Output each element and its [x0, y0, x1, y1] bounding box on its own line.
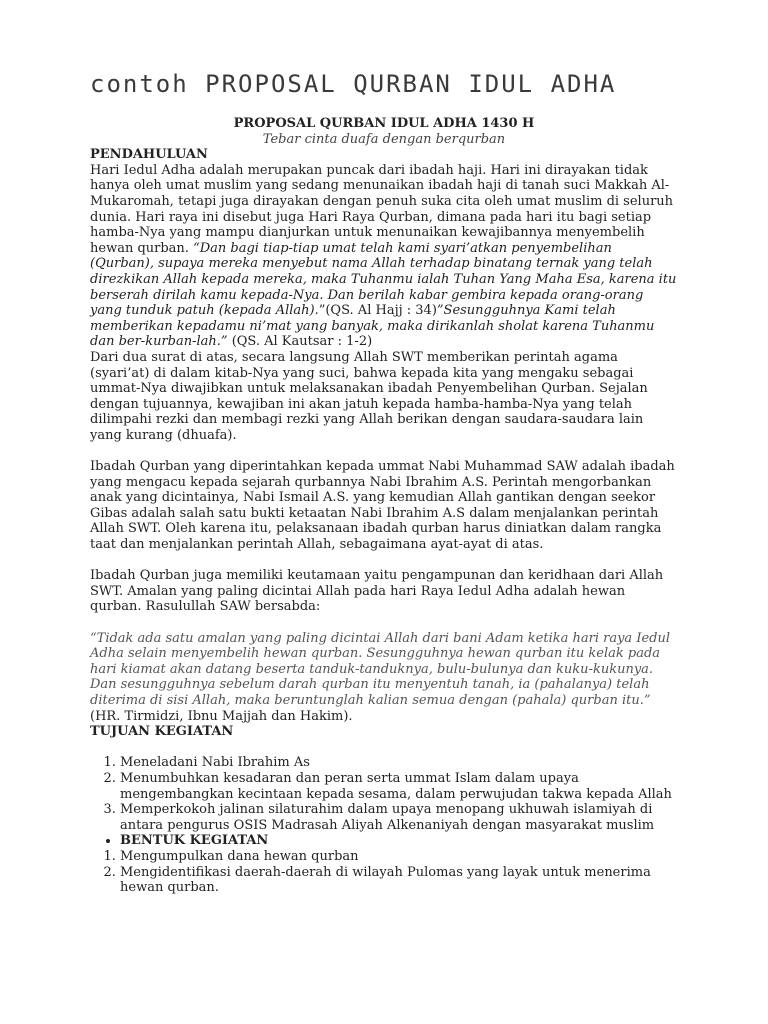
intro-text: Hari Iedul Adha adalah merupakan puncak dari ibadah haji. Hari ini dirayakan tidak hanya oleh umat muslim yang sedang menunaikan ibadah haji di tanah suci Makkah Al-Mukaromah, tetapi juga dirayakan dengan penuh suka cita oleh umat muslim di seluruh dunia. Hari raya ini disebut juga Hari Raya Qurban, dimana pada hari itu bagi setiap hamba-Nya yang mampu dianjurkan untuk menunaikan kewajibannya menyembelih hewan qurban. — [90, 162, 674, 256]
bentuk-list — [90, 849, 678, 896]
heading-tujuan: TUJUAN KEGIATAN — [90, 724, 234, 740]
bentuk-heading-list — [90, 833, 678, 849]
document-title: contoh PROPOSAL QURBAN IDUL ADHA — [90, 70, 617, 98]
tujuan-list — [90, 755, 678, 833]
paragraph-intro — [90, 163, 678, 350]
paragraph-dua-surat: Dari dua surat di atas, secara langsung Allah SWT memberikan perintah agama (syari’at) di dalam kitab-Nya yang suci, bahwa kepada kita yang mengaku sebagai ummat-Nya diwajibkan untuk melaksanakan ibadah Penyembelihan Qurban. Sejalan dengan tujuannya, kewajiban ini akan jatuh kepada hamba-hamba-Nya yang telah dilimpahi rezki dan membagi rezki yang Allah berikan dengan saudara-saudara lain yang kurang (dhuafa). — [90, 349, 648, 443]
heading-bentuk: • BENTUK KEGIATAN — [120, 833, 678, 849]
proposal-subtitle: Tebar cinta duafa dengan berqurban — [262, 131, 506, 147]
ref-al-kautsar: (QS. Al Kautsar : 1-2) — [227, 334, 373, 350]
list-item: 2. Menumbuhkan kesadaran dan peran serta ummat Islam dalam upaya mengembangkan kecintaan kepada sesama, dalam perwujudan takwa kepada Allah — [120, 771, 678, 802]
document-body — [90, 116, 678, 896]
hadith-quote: “Tidak ada satu amalan yang paling dicintai Allah dari bani Adam ketika hari raya Iedul Adha selain menyembelih hewan qurban. Sesungguhnya hewan qurban itu kelak pada hari kiamat akan datang beserta tanduk-tanduknya, bulu-bulunya dan kuku-kukunya. Dan sesungguhnya sebelum darah qurban itu menyentuh tanah, ia (pahalanya) telah diterima di sisi Allah, maka beruntunglah kalian semua dengan (pahala) qurban itu.” — [90, 630, 670, 708]
list-item: 3. Memperkokoh jalinan silaturahim dalam upaya menopang ukhuwah islamiyah di antara pengurus OSIS Madrasah Aliyah Alkenaniyah dengan masyarakat muslim — [120, 802, 678, 833]
paragraph-ibadah-qurban: Ibadah Qurban yang diperintahkan kepada ummat Nabi Muhammad SAW adalah ibadah yang mengacu kepada sejarah qurbannya Nabi Ibrahim A.S. Perintah mengorbankan anak yang dicintainya, Nabi Ismail A.S. yang kemudian Allah gantikan dengan seekor Gibas adalah salah satu bukti ketaatan Nabi Ibrahim A.S dalam menjalankan perintah Allah SWT. Oleh karena itu, pelaksanaan ibadah qurban harus diniatkan dalam rangka taat dan menjalankan perintah Allah, sebagaimana ayat-ayat di atas. — [90, 459, 675, 553]
quote-al-hajj: “Dan bagi tiap-tiap umat telah kami syari’atkan penyembelihan (Qurban), supaya mereka menyebut nama Allah terhadap binatang ternak yang telah direzkikan Allah kepada mereka, maka Tuhanmu ialah Tuhan Yang Maha Esa, karena itu berserah dirilah kamu kepada-Nya. Dan berilah kabar gembira kepada orang-orang yang tunduk patuh (kepada Allah). — [90, 240, 677, 319]
proposal-title: PROPOSAL QURBAN IDUL ADHA 1430 H — [233, 116, 535, 131]
list-item: 2. Mengidentifikasi daerah-daerah di wilayah Pulomas yang layak untuk menerima hewan qurban. — [120, 865, 678, 896]
paragraph-hadith — [90, 631, 678, 725]
quote-al-kautsar: ”Sesungguhnya Kami telah memberikan kepadamu ni’mat yang banyak, maka dirikanlah sholat karena Tuhanmu dan ber-kurban-lah.” — [90, 303, 655, 350]
list-item: 1. Meneladani Nabi Ibrahim As — [120, 755, 678, 771]
hadith-ref: (HR. Tirmidzi, Ibnu Majjah dan Hakim). — [90, 708, 353, 724]
paragraph-keutamaan: Ibadah Qurban juga memiliki keutamaan yaitu pengampunan dan keridhaan dari Allah SWT. Amalan yang paling dicintai Allah pada hari Raya Iedul Adha adalah hewan qurban. Rasulullah SAW bersabda: — [90, 568, 664, 615]
heading-pendahuluan: PENDAHULUAN — [90, 147, 208, 163]
list-item: 1. Mengumpulkan dana hewan qurban — [120, 849, 678, 865]
ref-al-hajj: ”(QS. Al Hajj : 34) — [318, 303, 437, 319]
